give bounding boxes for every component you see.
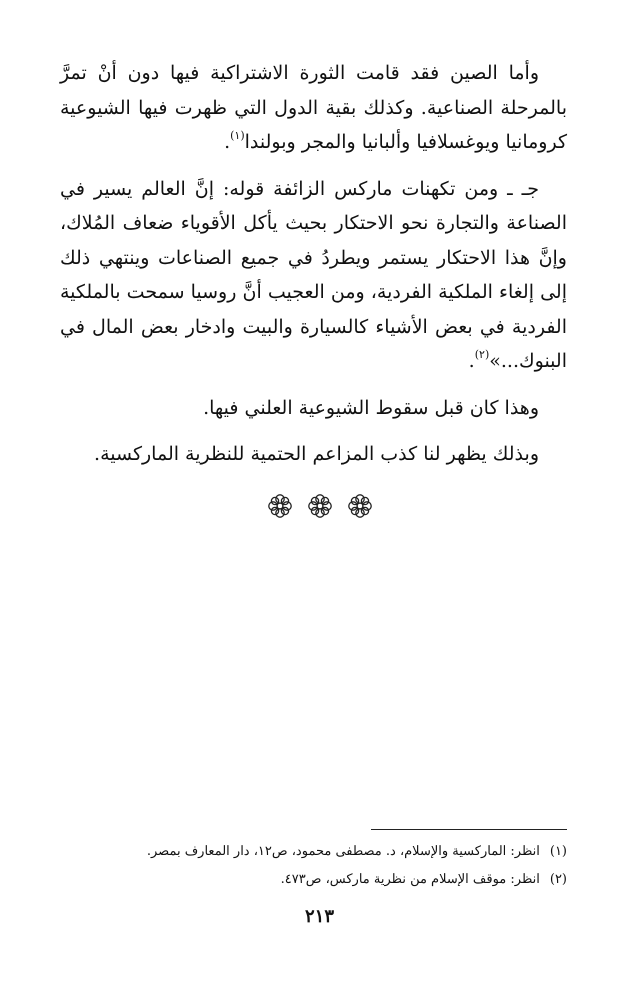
paragraph-conclusion xyxy=(60,437,567,472)
footnote-2 xyxy=(50,866,567,894)
flower-ornament-icon xyxy=(346,492,374,520)
footnote-number: (٢) xyxy=(549,872,567,887)
footnote-number: (١) xyxy=(549,844,567,859)
footnote-divider xyxy=(371,829,567,830)
main-text xyxy=(60,56,567,484)
paragraph-text: وهذا كان قبل سقوط الشيوعية العلني فيها. xyxy=(203,396,539,419)
section-ornament xyxy=(0,492,639,526)
paragraph-monopoly xyxy=(60,172,567,379)
footnote-ref-1[interactable]: (١) xyxy=(230,129,245,143)
footnote-text: انظر: موقف الإسلام من نظرية ماركس، ص٤٧٣. xyxy=(280,872,540,887)
flower-ornament-icon xyxy=(306,492,334,520)
footnotes xyxy=(50,838,567,894)
page-number: ٢١٣ xyxy=(304,906,334,927)
paragraph-text: وأما الصين فقد قامت الثورة الاشتراكية فيها دون أنْ تمرَّ بالمرحلة الصناعية. وكذلك بقية الدول التي ظهرت فيها الشيوعية كرومانيا ويوغسلافيا وألبانيا والمجر وبولندا xyxy=(60,62,567,153)
footnote-1 xyxy=(50,838,567,866)
footnote-ref-2[interactable]: (٢) xyxy=(474,348,490,362)
flower-ornament-icon xyxy=(266,492,294,520)
paragraph-end: . xyxy=(468,350,475,372)
footnote-text: انظر: الماركسية والإسلام، د. مصطفى محمود، ص١٢، دار المعارف بمصر. xyxy=(146,844,540,859)
paragraph-china xyxy=(60,56,567,160)
paragraph-text: جـ ـ ومن تكهنات ماركس الزائفة قوله: إنَّ العالم يسير في الصناعة والتجارة نحو الاحتكار بحيث يأكل الأقوياء ضعاف المُلاك، وإنَّ هذا الاحتكار يستمر ويطردُ في جميع الصناعات وينتهي ذلك إلى إلغاء الملكية الفردية، ومن العجيب أنَّ روسيا سمحت بالملكية الفردية في بعض الأشياء كالسيارة والبيت وادخار بعض المال في البنوك...» xyxy=(60,177,567,372)
paragraph-end: . xyxy=(224,131,231,153)
paragraph-fall xyxy=(60,391,567,426)
paragraph-text: وبذلك يظهر لنا كذب المزاعم الحتمية للنظرية الماركسية. xyxy=(94,443,539,465)
